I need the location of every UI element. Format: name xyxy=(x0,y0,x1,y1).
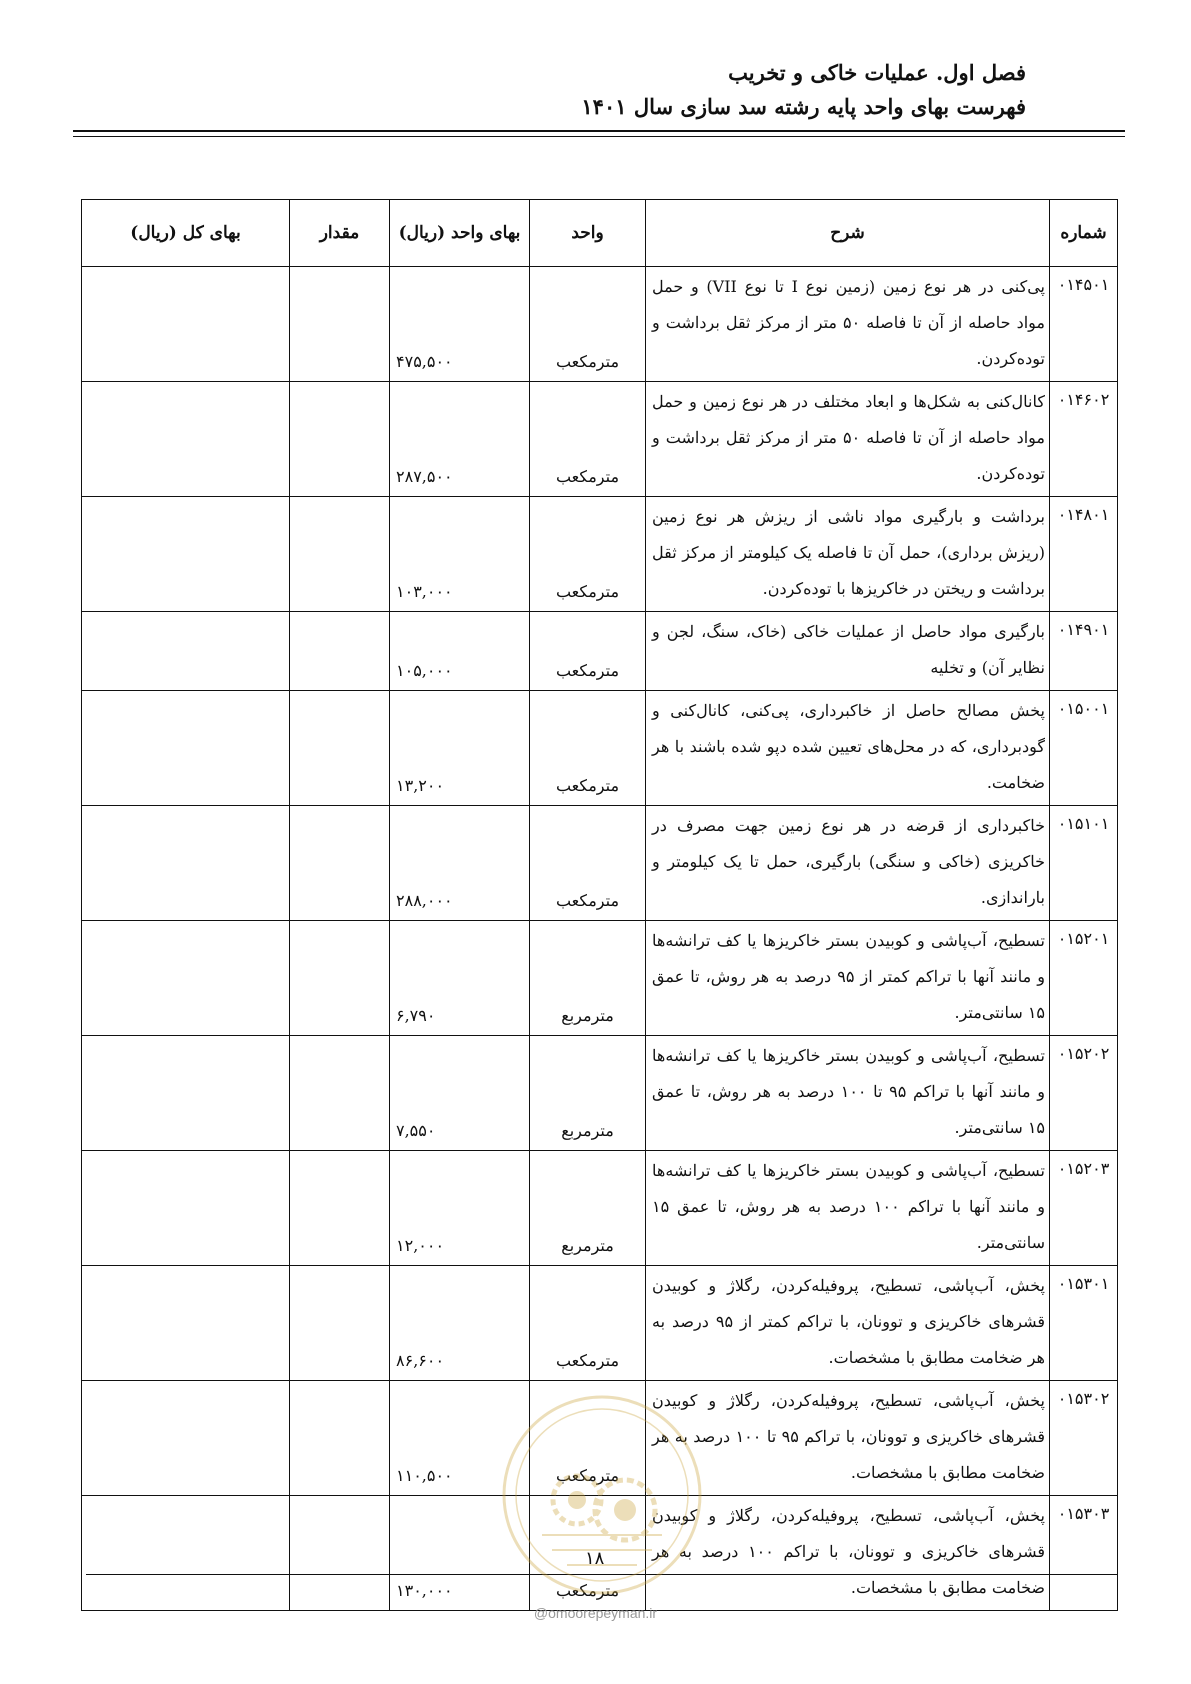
item-number: ۰۱۴۶۰۲ xyxy=(1050,382,1118,497)
item-number: ۰۱۴۵۰۱ xyxy=(1050,267,1118,382)
item-unit-price: ۱۰۳,۰۰۰ xyxy=(390,497,530,612)
header-rule-thick xyxy=(73,130,1125,132)
item-unit: مترمکعب xyxy=(530,1381,646,1496)
item-total-price xyxy=(82,382,290,497)
item-total-price xyxy=(82,1151,290,1266)
item-quantity xyxy=(290,612,390,691)
item-unit-price: ۴۷۵,۵۰۰ xyxy=(390,267,530,382)
item-number: ۰۱۴۹۰۱ xyxy=(1050,612,1118,691)
table-row xyxy=(82,1036,1118,1151)
item-quantity xyxy=(290,497,390,612)
table-row xyxy=(82,267,1118,382)
chapter-title: فصل اول. عملیات خاکی و تخریب xyxy=(728,60,1026,85)
table-row xyxy=(82,497,1118,612)
item-number: ۰۱۴۸۰۱ xyxy=(1050,497,1118,612)
item-unit-price: ۱۳,۲۰۰ xyxy=(390,691,530,806)
item-unit-price: ۷,۵۵۰ xyxy=(390,1036,530,1151)
item-unit-price: ۱۳۰,۰۰۰ xyxy=(390,1496,530,1611)
item-total-price xyxy=(82,1381,290,1496)
item-unit-price: ۶,۷۹۰ xyxy=(390,921,530,1036)
column-header-total-price: بهای کل (ریال) xyxy=(82,200,290,267)
item-quantity xyxy=(290,1036,390,1151)
item-quantity xyxy=(290,806,390,921)
table-row xyxy=(82,612,1118,691)
item-unit: مترمکعب xyxy=(530,382,646,497)
item-quantity xyxy=(290,691,390,806)
item-number: ۰۱۵۱۰۱ xyxy=(1050,806,1118,921)
item-number: ۰۱۵۳۰۲ xyxy=(1050,1381,1118,1496)
item-total-price xyxy=(82,691,290,806)
column-header-unit-price: بهای واحد (ریال) xyxy=(390,200,530,267)
item-description: پخش مصالح حاصل از خاکبرداری، پی‌کنی، کانال‌کنی و گودبرداری، که در محل‌های تعیین شده دپو شده باشند با هر ضخامت. xyxy=(646,691,1050,806)
item-number: ۰۱۵۲۰۱ xyxy=(1050,921,1118,1036)
column-header-unit: واحد xyxy=(530,200,646,267)
item-unit-price: ۸۶,۶۰۰ xyxy=(390,1266,530,1381)
item-unit: مترمکعب xyxy=(530,612,646,691)
item-number: ۰۱۵۲۰۲ xyxy=(1050,1036,1118,1151)
item-description: کانال‌کنی به شکل‌ها و ابعاد مختلف در هر نوع زمین و حمل مواد حاصله از آن تا فاصله ۵۰ متر از مرکز ثقل برداشت و توده‌کردن. xyxy=(646,382,1050,497)
item-unit: مترمکعب xyxy=(530,267,646,382)
table-row xyxy=(82,1381,1118,1496)
item-unit: مترمکعب xyxy=(530,691,646,806)
item-unit: مترمربع xyxy=(530,921,646,1036)
item-number: ۰۱۵۳۰۱ xyxy=(1050,1266,1118,1381)
item-quantity xyxy=(290,921,390,1036)
document-title: فهرست بهای واحد پایه رشته سد سازی سال ۱۴۰۱ xyxy=(581,94,1026,119)
item-unit: مترمربع xyxy=(530,1036,646,1151)
item-description: پی‌کنی در هر نوع زمین (زمین نوع I تا نوع VII) و حمل مواد حاصله از آن تا فاصله ۵۰ متر از مرکز ثقل برداشت و توده‌کردن. xyxy=(646,267,1050,382)
item-quantity xyxy=(290,1496,390,1611)
page-number: ۱۸ xyxy=(585,1548,605,1569)
item-unit: مترمکعب xyxy=(530,497,646,612)
item-unit-price: ۱۱۰,۵۰۰ xyxy=(390,1381,530,1496)
item-total-price xyxy=(82,267,290,382)
item-unit-price: ۱۲,۰۰۰ xyxy=(390,1151,530,1266)
item-quantity xyxy=(290,1381,390,1496)
item-quantity xyxy=(290,1151,390,1266)
source-watermark: @omoorepeyman.ir xyxy=(533,1605,658,1621)
item-unit-price: ۲۸۷,۵۰۰ xyxy=(390,382,530,497)
table-header-row xyxy=(82,200,1118,267)
price-table xyxy=(81,199,1118,1611)
item-description: بارگیری مواد حاصل از عملیات خاکی (خاک، سنگ، لجن و نظایر آن) و تخلیه xyxy=(646,612,1050,691)
item-unit: مترمکعب xyxy=(530,806,646,921)
item-total-price xyxy=(82,612,290,691)
item-total-price xyxy=(82,497,290,612)
table-row xyxy=(82,1151,1118,1266)
column-header-description: شرح xyxy=(646,200,1050,267)
header-rule-thin xyxy=(73,136,1125,137)
footer-rule xyxy=(86,1574,1118,1575)
table-row xyxy=(82,806,1118,921)
item-total-price xyxy=(82,1036,290,1151)
item-description: تسطیح، آب‌پاشی و کوبیدن بستر خاکریزها یا کف ترانشه‌ها و مانند آنها با تراکم ۹۵ تا ۱۰۰ درصد به هر روش، تا عمق ۱۵ سانتی‌متر. xyxy=(646,1036,1050,1151)
item-unit-price: ۱۰۵,۰۰۰ xyxy=(390,612,530,691)
item-description: خاکبرداری از قرضه در هر نوع زمین جهت مصرف در خاکریزی (خاکی و سنگی) بارگیری، حمل تا یک کیلومتر و باراندازی. xyxy=(646,806,1050,921)
item-number: ۰۱۵۰۰۱ xyxy=(1050,691,1118,806)
table-row xyxy=(82,1266,1118,1381)
item-description: پخش، آب‌پاشی، تسطیح، پروفیله‌کردن، رگلاژ و کوبیدن قشرهای خاکریزی و توونان، با تراکم ۱۰۰ درصد به هر ضخامت مطابق با مشخصات. xyxy=(646,1496,1050,1611)
item-total-price xyxy=(82,806,290,921)
item-number: ۰۱۵۲۰۳ xyxy=(1050,1151,1118,1266)
table-row xyxy=(82,382,1118,497)
item-unit-price: ۲۸۸,۰۰۰ xyxy=(390,806,530,921)
item-unit: مترمکعب xyxy=(530,1266,646,1381)
column-header-number: شماره xyxy=(1050,200,1118,267)
page-header xyxy=(80,56,1026,124)
item-unit: مترمکعب xyxy=(530,1496,646,1611)
item-description: پخش، آب‌پاشی، تسطیح، پروفیله‌کردن، رگلاژ و کوبیدن قشرهای خاکریزی و توونان، با تراکم ۹۵ تا ۱۰۰ درصد به هر ضخامت مطابق با مشخصات. xyxy=(646,1381,1050,1496)
table-row xyxy=(82,921,1118,1036)
item-description: پخش، آب‌پاشی، تسطیح، پروفیله‌کردن، رگلاژ و کوبیدن قشرهای خاکریزی و توونان، با تراکم کمتر از ۹۵ درصد به هر ضخامت مطابق با مشخصات. xyxy=(646,1266,1050,1381)
item-quantity xyxy=(290,382,390,497)
item-number: ۰۱۵۳۰۳ xyxy=(1050,1496,1118,1611)
item-quantity xyxy=(290,267,390,382)
item-total-price xyxy=(82,921,290,1036)
item-description: تسطیح، آب‌پاشی و کوبیدن بستر خاکریزها یا کف ترانشه‌ها و مانند آنها با تراکم کمتر از ۹۵ درصد به هر روش، تا عمق ۱۵ سانتی‌متر. xyxy=(646,921,1050,1036)
item-unit: مترمربع xyxy=(530,1151,646,1266)
item-quantity xyxy=(290,1266,390,1381)
column-header-quantity: مقدار xyxy=(290,200,390,267)
item-description: تسطیح، آب‌پاشی و کوبیدن بستر خاکریزها یا کف ترانشه‌ها و مانند آنها با تراکم ۱۰۰ درصد به هر روش، تا عمق ۱۵ سانتی‌متر. xyxy=(646,1151,1050,1266)
item-total-price xyxy=(82,1266,290,1381)
item-total-price xyxy=(82,1496,290,1611)
table-row xyxy=(82,691,1118,806)
item-description: برداشت و بارگیری مواد ناشی از ریزش هر نوع زمین (ریزش برداری)، حمل آن تا فاصله یک کیلومتر از مرکز ثقل برداشت و ریختن در خاکریزها با توده‌کردن. xyxy=(646,497,1050,612)
